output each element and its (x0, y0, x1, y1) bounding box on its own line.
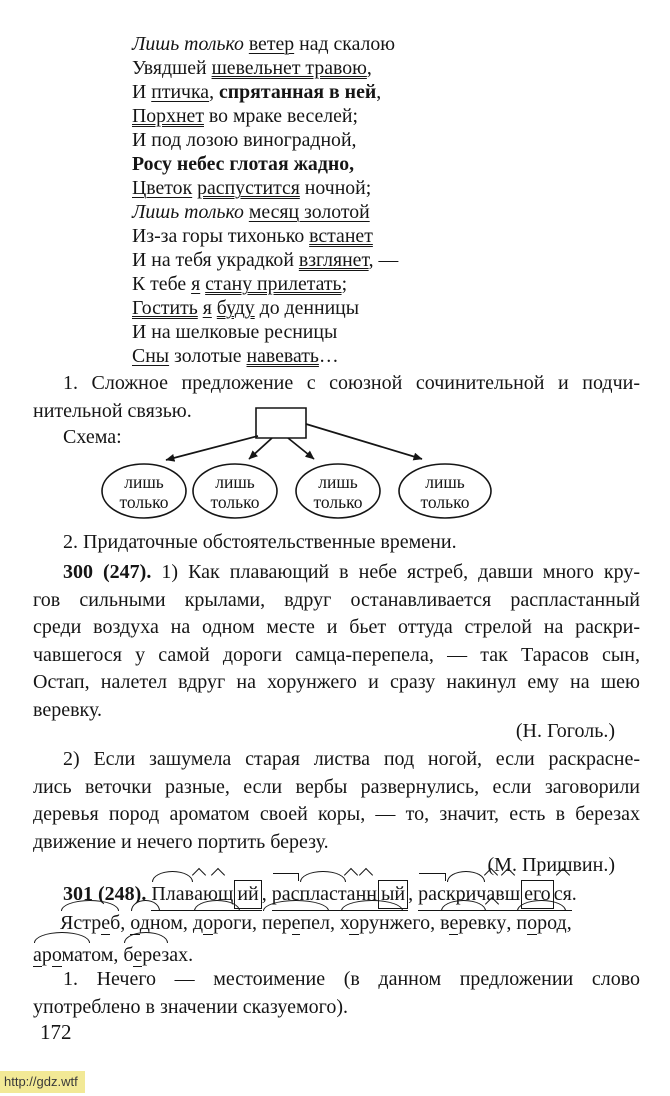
text-segment: шевельнет травою (211, 57, 367, 79)
poem-line (132, 176, 398, 200)
text-segment: 1. Сложное предложение с союзной сочинительной и подчи- (63, 372, 640, 394)
text-segment: Цветок (132, 177, 193, 199)
text-segment: я (191, 273, 201, 295)
morphology-word (123, 942, 188, 969)
text-segment: … (318, 345, 339, 367)
paragraph-line (33, 801, 640, 829)
text-segment: Остап, налетел вдруг на хорунжего и сразу накинул ему на шею (33, 671, 640, 694)
underlined-letter: е (291, 912, 301, 934)
morpheme-root: крич (446, 881, 486, 908)
poem-line (132, 200, 398, 224)
text-segment: 300 (247). (63, 561, 152, 583)
text-segment: Лишь только (132, 33, 249, 55)
footer-site-link[interactable]: http://gdz.wtf (0, 1071, 85, 1093)
text-segment: 2) Если зашумела старая листва под ногой, если раскрасне- (63, 748, 640, 770)
underlined-letter: а (33, 944, 42, 966)
schema-main-clause-box (256, 408, 306, 438)
text-segment: распустится (197, 177, 300, 199)
morpheme-end: ый (378, 880, 408, 909)
text-segment: ; (341, 273, 348, 295)
text-segment: употреблено в значении сказуемого). (33, 995, 348, 1018)
poem-line (132, 152, 398, 176)
text-segment: месяц золотой (248, 201, 370, 223)
morpheme-p: ом (160, 912, 183, 934)
morpheme-root: берез (123, 942, 169, 969)
morphology-word (33, 942, 113, 969)
page-number: 172 (40, 1020, 72, 1044)
paragraph-line (33, 966, 640, 994)
morpheme-root: пласт (299, 881, 346, 908)
schema-oval-label: лишь (425, 472, 465, 492)
morpheme-root: перепел (262, 910, 330, 937)
schema-arrow (306, 424, 422, 459)
author-attribution-gogol: (Н. Гоголь.) (515, 720, 615, 742)
morpheme-p: у (496, 912, 507, 934)
text-segment: движение и нечего портить березу. (33, 830, 329, 853)
exercise-301-participles: 301 (248). Плавающ ий , распластанн ый , раскричавш его ся. (63, 880, 577, 911)
text-segment: стану прилетать (205, 273, 342, 295)
morpheme-p: и (241, 912, 252, 934)
morpheme-suf: ся (554, 881, 572, 908)
morpheme-root: дорог (193, 910, 241, 937)
paragraph-line (33, 587, 640, 615)
poem-line (132, 32, 398, 56)
morphology-word (340, 910, 430, 937)
underlined-letter: е (133, 944, 143, 966)
paragraph-line (33, 642, 640, 670)
schema-oval-label: лишь (318, 472, 358, 492)
analysis-item-2: 2. Придаточные обстоятельственные времени. (63, 531, 457, 553)
morpheme-root: аромат (33, 942, 91, 969)
text-segment: гов сильными крылами, вдруг останавливается распластанный (33, 588, 640, 611)
text-segment: Порхнет (132, 105, 204, 127)
text-segment: , — (368, 249, 399, 271)
schema-oval-label: лишь (124, 472, 164, 492)
morpheme-suf: к (487, 910, 497, 937)
paragraph-line (33, 559, 640, 587)
text-segment: ветер (248, 33, 295, 55)
schema-diagram (0, 399, 670, 532)
text-segment: нительной связью. (33, 399, 192, 422)
text-segment: веревку. (33, 698, 102, 721)
text-segment: Гостить (132, 297, 198, 319)
exercise-301-roots-line-2: ароматом, березах. (33, 942, 193, 969)
morphology-word (262, 910, 330, 937)
poem (132, 32, 398, 368)
text-segment: И (132, 81, 152, 103)
text-segment: птичка (151, 81, 210, 103)
poem-line (132, 320, 398, 344)
text-segment: навевать (246, 345, 319, 367)
underlined-letter: о (527, 912, 538, 934)
text-segment: Увядшей (132, 57, 212, 79)
paragraph-line (33, 774, 640, 802)
text-segment: над скалою (294, 33, 396, 55)
underlined-letter: о (203, 912, 214, 934)
exercise-300-text-1 (33, 559, 640, 725)
schema-oval-label: только (420, 492, 470, 512)
paragraph-line (33, 746, 640, 774)
author-attribution-prishvin: (М. Пришвин.) (487, 854, 615, 876)
morpheme-suf: вш (495, 881, 520, 908)
morpheme-p: ах (169, 944, 189, 966)
morpheme-root: Плав (151, 881, 194, 908)
exercise-300-text-2 (33, 746, 640, 856)
morpheme-end: ий (234, 880, 261, 909)
morphology-word (516, 910, 566, 937)
poem-line (132, 56, 398, 80)
morpheme-root: верев (440, 910, 487, 937)
poem-line (132, 248, 398, 272)
schema-oval-label: только (313, 492, 363, 512)
morpheme-root: Ястреб (60, 910, 120, 937)
text-segment: И на тебя украдкой (132, 249, 299, 271)
schema-arrow (288, 438, 314, 459)
morpheme-root: одн (130, 910, 160, 937)
morphology-word (440, 910, 506, 937)
text-segment: , (366, 57, 372, 79)
schema-label: Схема: (63, 426, 122, 448)
text-segment: , (209, 81, 219, 103)
poem-line (132, 344, 398, 368)
underlined-letter: о (51, 944, 62, 966)
text-segment: я (202, 297, 212, 319)
underlined-letter: о (349, 912, 360, 934)
poem-line (132, 80, 398, 104)
schema-arrow (249, 438, 272, 459)
text-segment: чавшегося у самой дороги самца-перепела, — так Тарасов сын, (33, 643, 640, 666)
underlined-letter: е (449, 912, 459, 934)
poem-line (132, 128, 398, 152)
text-segment: К тебе (132, 273, 192, 295)
text-segment: взглянет (298, 249, 369, 271)
paragraph-line (33, 370, 640, 398)
text-segment: 1. Нечего — местоимение (в данном предложении слово (63, 968, 640, 990)
morpheme-suf: а (486, 881, 495, 908)
exercise-number: 301 (248). (63, 883, 152, 905)
text-segment: встанет (309, 225, 373, 247)
morphology-word (193, 910, 252, 937)
text-segment: среди воздуха на одном месте и бьет оттуда стрелой на раскри- (33, 616, 640, 639)
morpheme-pre: рас (418, 881, 446, 908)
paragraph-line (33, 669, 640, 697)
text-segment: деревья пород ароматом своей коры, — то, значит, есть в березах (33, 803, 640, 826)
text-segment: Росу небес глотая жадно, (132, 153, 355, 175)
exercise-301-roots-line-1: Ястреб, одном, дороги, перепел, хорунжего, веревку, пород, (60, 910, 640, 937)
text-segment: И под лозою виноградной, (132, 129, 357, 151)
morpheme-p: ом (91, 944, 114, 966)
text-segment: во мраке веселей; (203, 105, 359, 127)
poem-line (132, 272, 398, 296)
schema-oval-label: только (119, 492, 169, 512)
exercise-301-note (33, 966, 640, 1021)
text-segment: золотые (169, 345, 247, 367)
schema-oval-label: только (210, 492, 260, 512)
morpheme-root: хорунж (340, 910, 404, 937)
text-segment: И на шелковые ресницы (132, 321, 338, 343)
text-segment: , (376, 81, 382, 103)
morpheme-suf: а (194, 881, 203, 908)
text-segment: Лишь только (132, 201, 249, 223)
paragraph-line (33, 994, 640, 1022)
text-segment: Из-за горы тихонько (132, 225, 310, 247)
text-segment: Сны (132, 345, 170, 367)
underlined-letter: о (130, 912, 140, 934)
text-segment: 1) Как плавающий в небе ястреб, давши много кру- (151, 561, 640, 583)
poem-line (132, 296, 398, 320)
morpheme-end: его (521, 880, 554, 909)
underlined-letter: е (101, 912, 111, 934)
text-segment: до денницы (254, 297, 360, 319)
text-segment: спрятанная в ней (218, 81, 377, 103)
morpheme-suf: а (347, 881, 356, 908)
morpheme-root: пород (516, 910, 566, 937)
morpheme-suf: нн (356, 881, 377, 908)
poem-line (132, 104, 398, 128)
text-segment: лись веточки разные, если вербы развернулись, если заговорили (33, 775, 640, 798)
schema-oval-label: лишь (215, 472, 255, 492)
text-segment: ночной; (299, 177, 372, 199)
text-segment: буду (216, 297, 255, 319)
schema-arrow (166, 436, 258, 460)
morpheme-pre: рас (272, 881, 300, 908)
poem-line (132, 224, 398, 248)
morpheme-p: его (403, 912, 431, 934)
paragraph-line (33, 614, 640, 642)
morpheme-suf: ющ (203, 881, 233, 908)
